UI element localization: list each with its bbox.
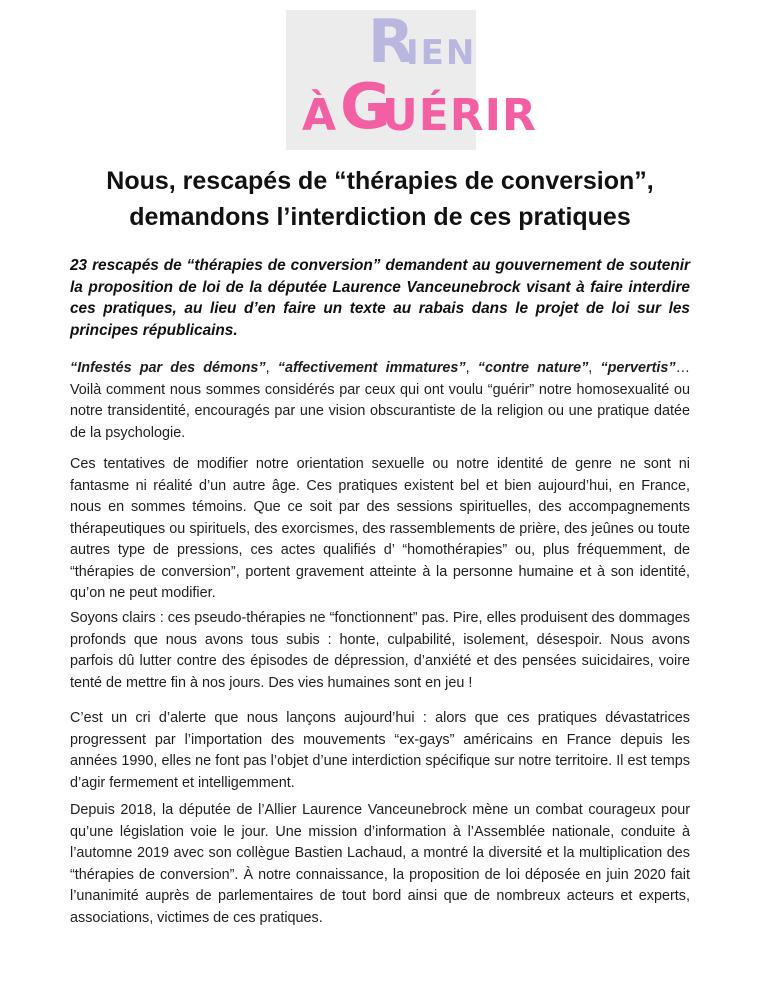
logo-letter-a: À xyxy=(302,90,337,141)
paragraph-2: Ces tentatives de modifier notre orientation sexuelle ou notre identité de genre ne sont ni fantasme ni réalité d’un autre âge. Ces pratiques existent bel et bien aujourd’hui, en France, nous en sommes témoins. Que ce soit par des sessions spirituelles, des accompagnements thérapeutiques ou spirituels, des exorcismes, des rassemblements de prière, des jeûnes ou toute autres type de pressions, ces actes qualifiés d’ “homothérapies” ou, plus fréquemment, de “thérapies de conversion”, portent gravement atteinte à la personne humaine et à son identité, qu’on ne peut modifier. xyxy=(70,456,690,601)
page-title xyxy=(40,163,720,235)
separator-1: , xyxy=(265,360,278,376)
lead-paragraph: 23 rescapés de “thérapies de conversion” demandent au gouvernement de soutenir la proposition de loi de la députée Laurence Vanceunebrock visant à faire interdire ces pratiques, au lieu d’en faire un texte au rabais dans le projet de loi sur les principes républicains. xyxy=(70,257,690,339)
title-line-2: demandons l’interdiction de ces pratiques xyxy=(129,203,631,231)
quote-2: “affectivement immatures” xyxy=(277,360,466,376)
logo-letter-g: G xyxy=(340,70,391,143)
paragraph-1 xyxy=(70,358,690,444)
paragraph-4: C’est un cri d’alerte que nous lançons aujourd’hui : alors que ces pratiques dévastatrices progressent par l’importation des mouvements “ex-gays” américains en France depuis les années 1990, elles ne font pas l’objet d’une interdiction spécifique sur notre territoire. Il est temps d’agir fermement et intelligemment. xyxy=(70,710,690,791)
quote-3: “contre nature” xyxy=(477,360,589,376)
separator-2: , xyxy=(465,360,478,376)
quote-1: “Infestés par des démons” xyxy=(70,360,266,376)
logo-letters-uerir: UÉRIR xyxy=(382,90,537,141)
separator-3: , xyxy=(588,360,601,376)
logo-letter-r: R xyxy=(368,7,415,77)
paragraph-3: Soyons clairs : ces pseudo-thérapies ne “fonctionnent” pas. Pire, elles produisent des dommages profonds que nous avons tous subis : honte, culpabilité, isolement, désespoir. Nous avons parfois dû lutter contre des épisodes de dépression, d’anxiété et des pensées suicidaires, voire tenté de mettre fin à nos jours. Des vies humaines sont en jeu ! xyxy=(70,610,690,691)
quote-4: “pervertis” xyxy=(600,360,676,376)
rien-a-guerir-logo xyxy=(286,7,537,150)
paragraph-5: Depuis 2018, la députée de l’Allier Laurence Vanceunebrock mène un combat courageux pour qu’une législation voie le jour. Une mission d’information à l’Assemblée nationale, conduite à l’automne 2019 avec son collègue Bastien Lachaud, a montré la diversité et la multiplication des “thérapies de conversion”. À notre connaissance, la proposition de loi déposée en juin 2020 fait l’unanimité auprès de parlementaires de tout bord ainsi que de nombreux acteurs et experts, associations, victimes de ces pratiques. xyxy=(70,802,690,926)
logo-letters-ien: IEN xyxy=(406,33,477,73)
paragraph-1-rest: … Voilà comment nous sommes considérés par ceux qui ont voulu “guérir” notre homosexualité ou notre transidentité, encouragés par une vision obscurantiste de la religion ou une pratique datée de la psychologie. xyxy=(70,360,691,441)
title-line-1: Nous, rescapés de “thérapies de conversion”, xyxy=(106,167,654,195)
